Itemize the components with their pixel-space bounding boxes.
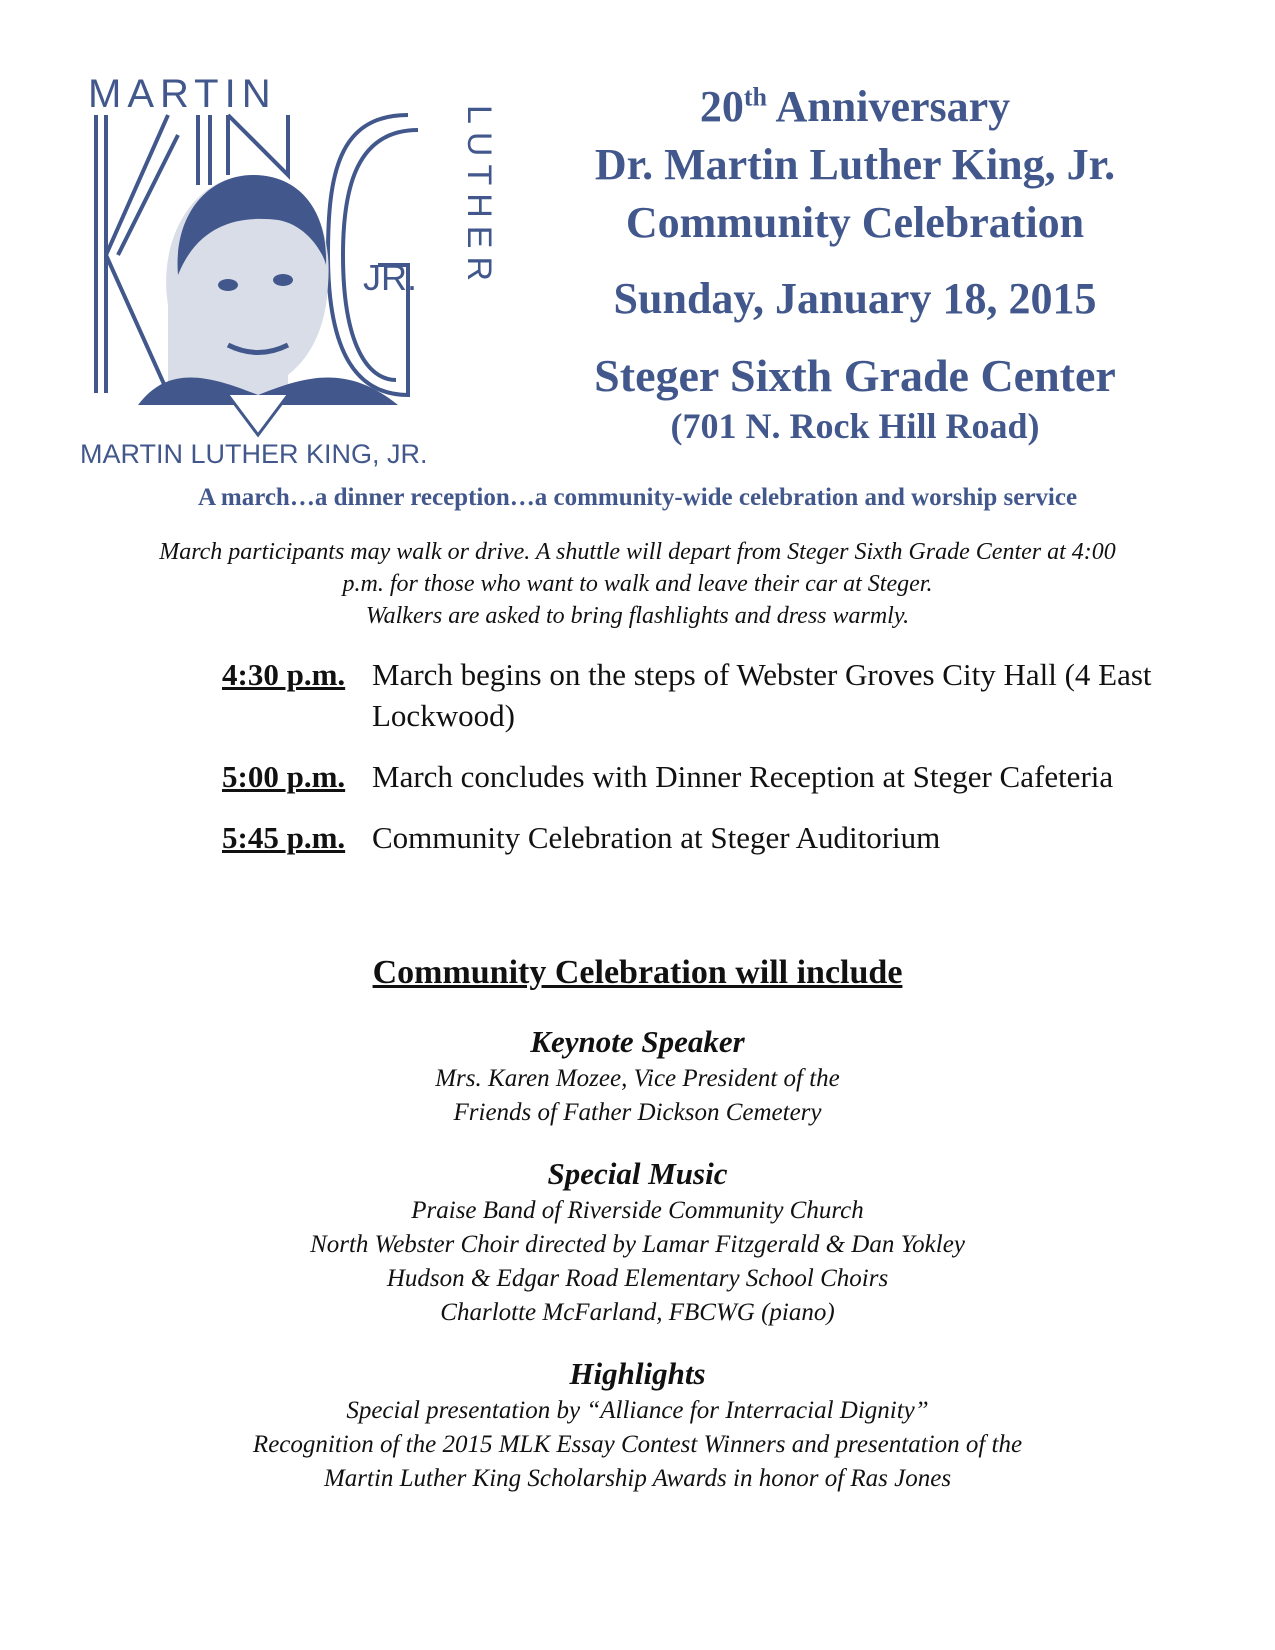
schedule-time: 5:00 p.m. — [222, 759, 346, 794]
logo-jr-text: JR. — [363, 257, 417, 298]
music-line: Charlotte McFarland, FBCWG (piano) — [440, 1299, 835, 1326]
schedule-item — [222, 654, 1222, 736]
schedule-list — [222, 654, 1222, 878]
schedule-description: Community Celebration at Steger Auditorium — [372, 820, 941, 855]
intro-line: p.m. for those who want to walk and leave their car at Steger. — [342, 571, 933, 597]
anniversary-suffix: th — [743, 82, 767, 112]
mlk-logo — [78, 72, 498, 470]
intro-paragraph — [60, 536, 1215, 632]
keynote-heading: Keynote Speaker — [530, 1024, 745, 1059]
schedule-description: March concludes with Dinner Reception at Steger Cafeteria — [372, 759, 1114, 794]
keynote-section — [80, 1022, 1195, 1130]
music-line: North Webster Choir directed by Lamar Fitzgerald & Dan Yokley — [310, 1231, 965, 1258]
keynote-line: Friends of Father Dickson Cemetery — [453, 1099, 822, 1126]
mlk-portrait-logo-icon — [78, 72, 498, 470]
schedule-item — [222, 817, 1222, 858]
highlights-line: Martin Luther King Scholarship Awards in honor of Ras Jones — [323, 1465, 952, 1492]
anniversary-number: 20 — [699, 82, 744, 131]
schedule-item — [222, 756, 1222, 797]
event-header — [510, 78, 1200, 448]
logo-luther-text: LUTHER — [460, 105, 498, 290]
event-type-line: Community Celebration — [625, 198, 1085, 247]
program-sections — [80, 1022, 1195, 1520]
highlights-line: Special presentation by “Alliance for Interracial Dignity” — [346, 1397, 929, 1424]
music-line: Praise Band of Riverside Community Church — [411, 1197, 864, 1224]
intro-line: March participants may walk or drive. A shuttle will depart from Steger Sixth Grade Center at 4:00 — [159, 539, 1116, 565]
logo-martin-text: MARTIN — [88, 72, 277, 116]
anniversary-text: Anniversary — [766, 82, 1011, 131]
logo-bottom-text: MARTIN LUTHER KING, JR. — [80, 439, 428, 469]
highlights-heading: Highlights — [569, 1356, 706, 1391]
keynote-line: Mrs. Karen Mozee, Vice President of the — [435, 1065, 840, 1092]
anniversary-title — [510, 78, 1200, 136]
music-section — [80, 1154, 1195, 1330]
event-name-line: Dr. Martin Luther King, Jr. — [594, 140, 1116, 189]
event-address: (701 N. Rock Hill Road) — [670, 406, 1040, 446]
tagline: A march…a dinner reception…a community-wide celebration and worship service — [197, 484, 1078, 511]
event-venue: Steger Sixth Grade Center — [594, 350, 1116, 401]
schedule-time: 4:30 p.m. — [222, 657, 346, 692]
intro-line: Walkers are asked to bring flashlights and dress warmly. — [365, 603, 910, 629]
music-heading: Special Music — [547, 1156, 728, 1191]
schedule-description: March begins on the steps of Webster Groves City Hall (4 East Lockwood) — [372, 657, 1152, 733]
event-date: Sunday, January 18, 2015 — [613, 274, 1097, 323]
highlights-section — [80, 1354, 1195, 1496]
music-line: Hudson & Edgar Road Elementary School Choirs — [386, 1265, 889, 1292]
highlights-line: Recognition of the 2015 MLK Essay Contest Winners and presentation of the — [252, 1431, 1023, 1458]
schedule-time: 5:45 p.m. — [222, 820, 346, 855]
celebration-includes-heading: Community Celebration will include — [372, 954, 903, 991]
